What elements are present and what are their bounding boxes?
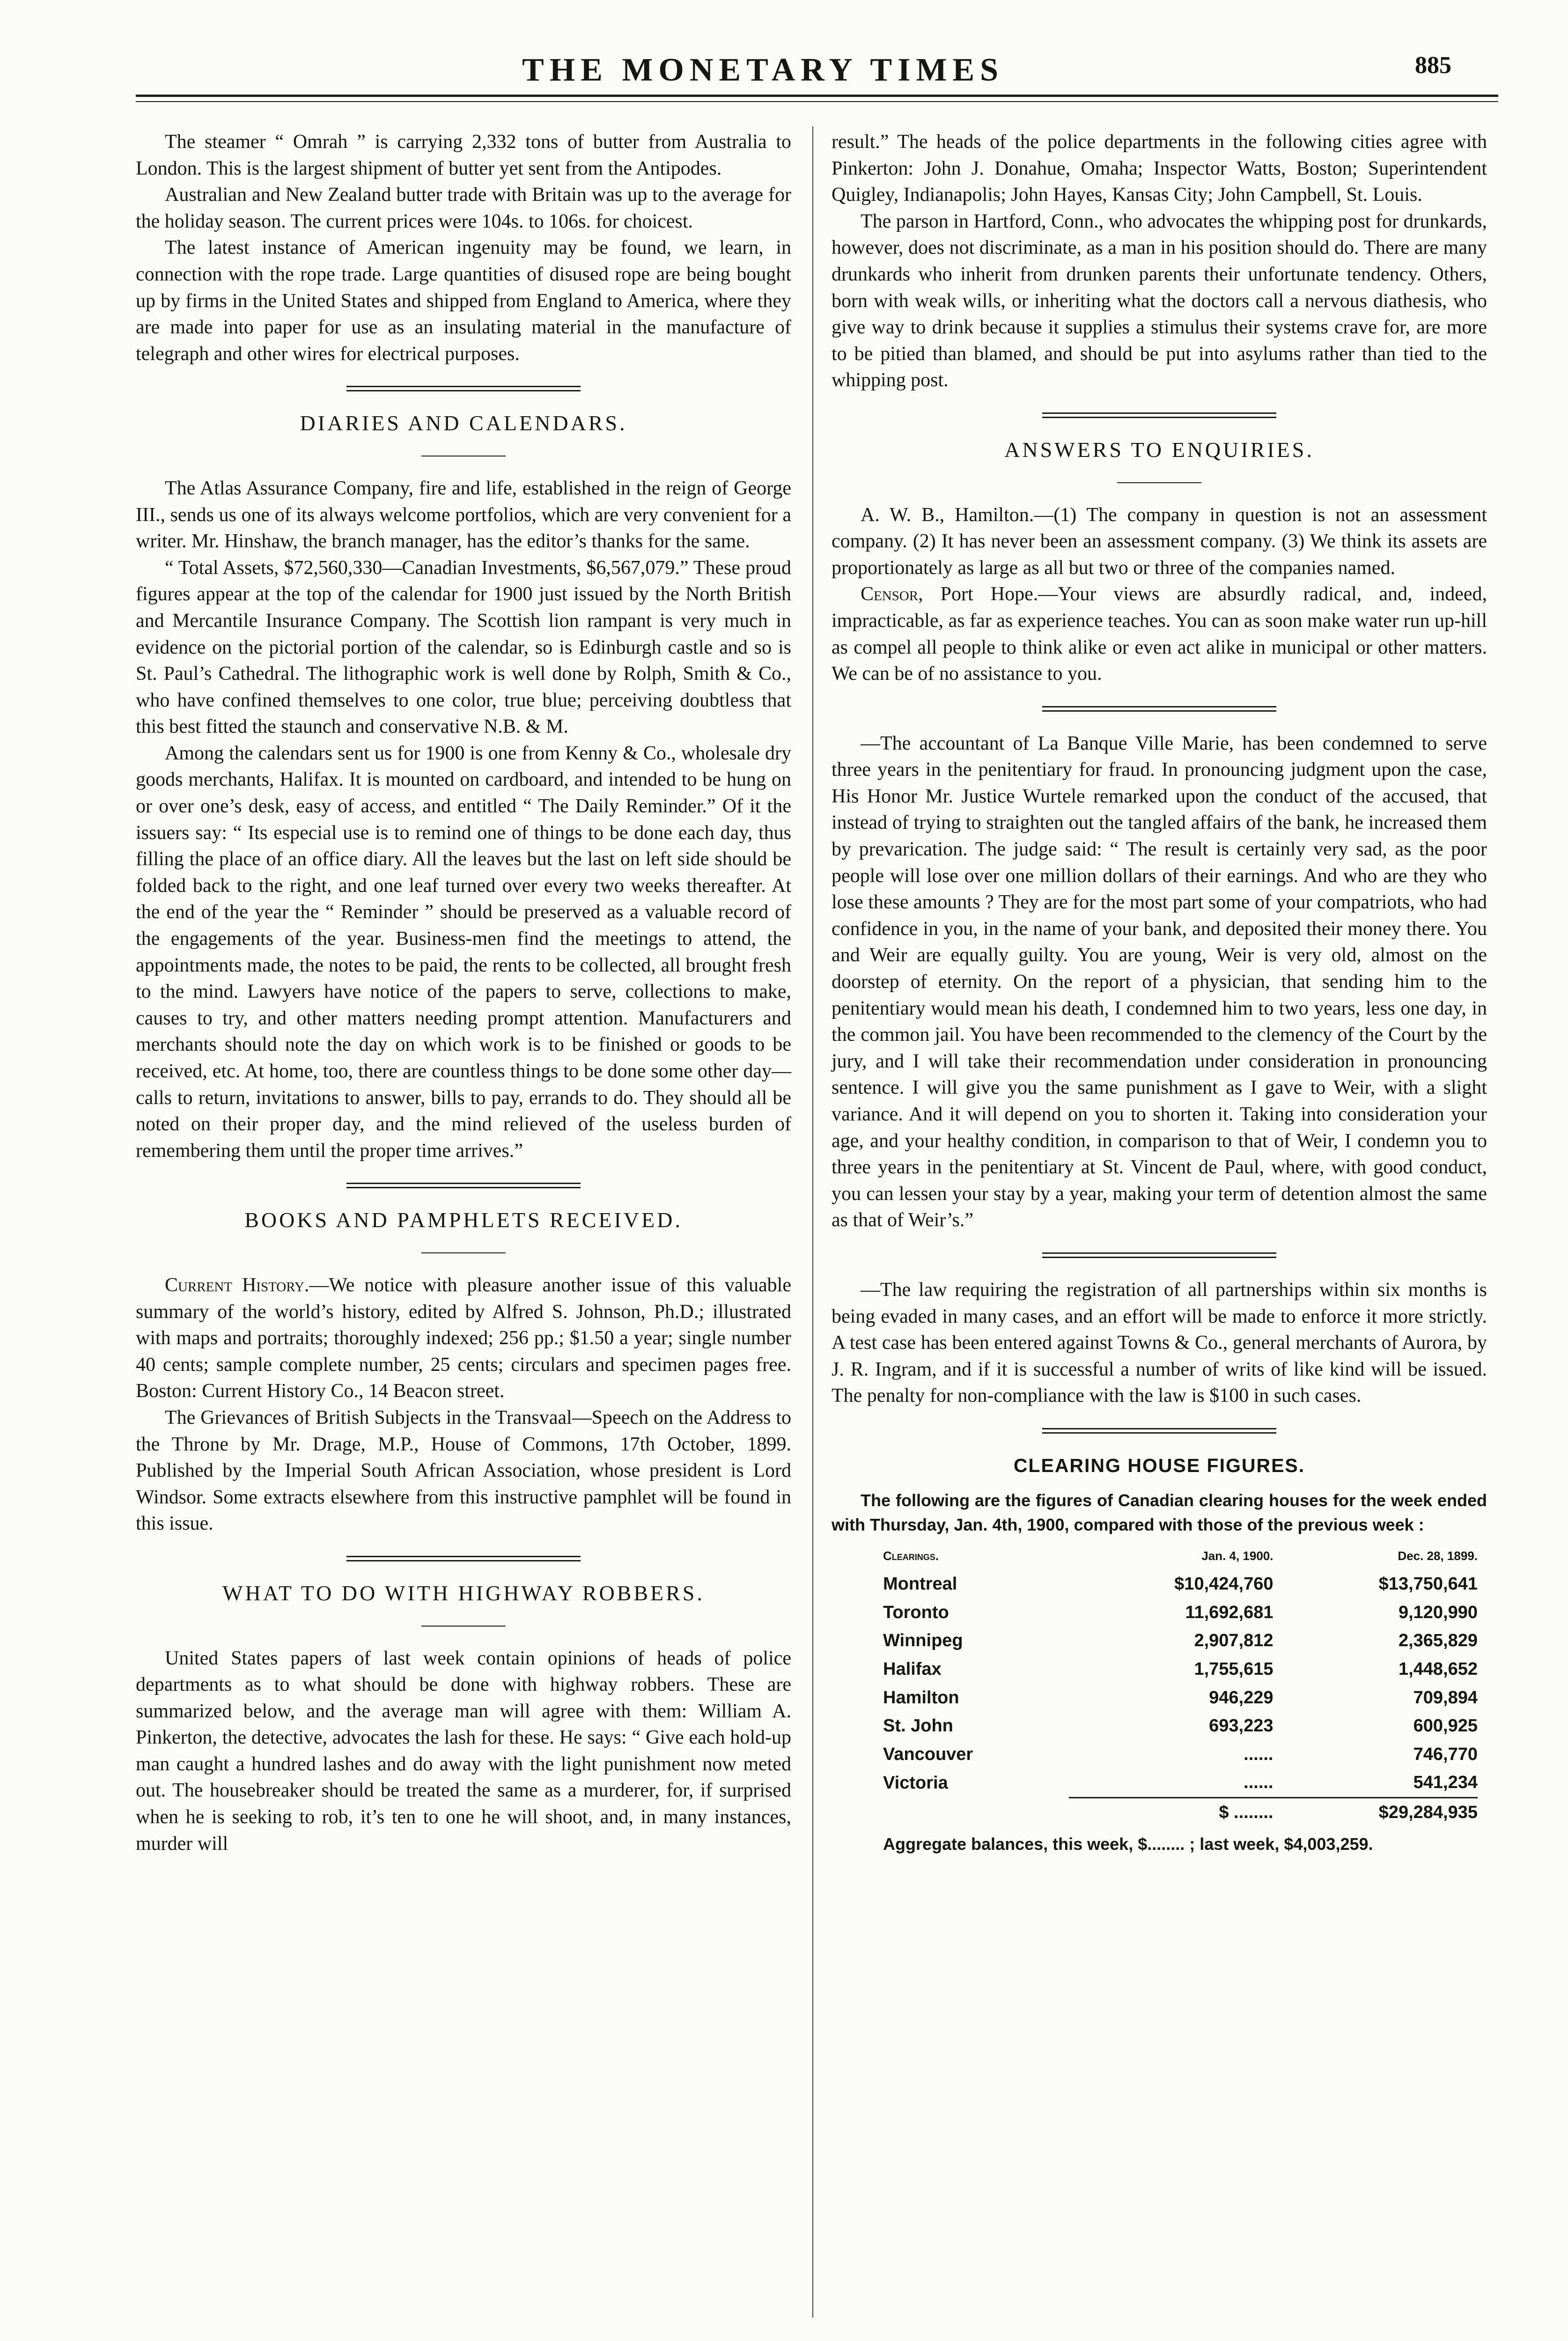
heading-rule xyxy=(421,1252,506,1253)
column-header: Dec. 28, 1899. xyxy=(1398,1548,1478,1563)
paragraph: United States papers of last week contain opinions of heads of police departments as to what should be done with highway robbers. These are summarized below, and the average man will agree with them: William A. Pinkerton, the detective, advocates the lash for these. He says: “ Give each hold-up man caught a hundred lashes and do away with the light punishment now meted out. The housebreaker should be treated the same as a murderer, for, if surprised when he is seeking to rob, it’s ten to one he will shoot, and, in many instances, murder will xyxy=(136,1647,791,1855)
paragraph: A. W. B., Hamilton.—(1) The company in question is not an assessment company. (2) It has never been an assessment company. (3) We think its assets are proportionately as large as all but two or three of the companies named. xyxy=(832,504,1487,579)
column-header: Jan. 4, 1900. xyxy=(1201,1548,1274,1563)
paragraph: The Atlas Assurance Company, fire and life, established in the reign of George III., sends us one of its always welcome portfolios, which are very convenient for a writer. Mr. Hinshaw, the branch manager, has the editor’s thanks for the same. xyxy=(136,477,791,552)
column-divider xyxy=(812,126,813,2318)
section-heading-diaries: DIARIES AND CALENDARS. xyxy=(300,411,627,435)
table-row: Halifax 1,755,615 1,448,652 xyxy=(883,1659,1478,1679)
paragraph: The latest instance of American ingenuity may be found, we learn, in connection with the rope trade. Large quantities of disused rope are being bought up by firms in the United States and shipped from England to America, where they are made into paper for use as an insulating material in the manufacture of telegraph and other wires for electrical purposes. xyxy=(136,237,791,365)
section-separator xyxy=(346,1556,581,1561)
paragraph: —The accountant of La Banque Ville Marie, has been condemned to serve three years in the penitentiary for fraud. In pronouncing judgment upon the case, His Honor Mr. Justice Wurtele remarked upon the conduct of the accused, that instead of trying to straighten out the tangled affairs of the bank, he increased them by prevarication. The judge said: “ The result is certainly very sad, as the poor people will lose over one million dollars of their earnings. And who are they who lose these amounts ? They are for the most part some of your compatriots, who had confidence in you, in the name of your bank, and deposited their money there. You and Weir are equally guilty. You are young, Weir is very old, almost on the doorstep of eternity. On the report of a physician, that sending him to the penitentiary would mean his death, I condemned him to two years, less one day, in the common jail. You have been recommended to the clemency of the Court by the jury, and I will take their recommendation under consideration in pronouncing sentence. I will give you the same punishment as I gave to Weir, with a slight variance. And it will depend on you to shorten it. Taking into consideration your age, and your healthy condition, in comparison to that of Weir, I condemn you to three years in the penitentiary at St. Vincent de Paul, where, with good conduct, you can lessen your stay by a year, making your term of detention almost the same as that of Weir’s.” xyxy=(832,732,1487,1231)
header-rule-thin xyxy=(136,101,1498,102)
paragraph: Australian and New Zealand butter trade with Britain was up to the average for the holiday season. The current prices were 104s. to 106s. for choicest. xyxy=(136,184,791,232)
table-total-row xyxy=(883,1797,1478,1826)
paragraph: result.” The heads of the police departments in the following cities agree with Pinkerton: John J. Donahue, Omaha; Inspector Watts, Boston; Superintendent Quigley, Indianapolis; John Hayes, Kansas City; John Campbell, St. Louis. xyxy=(832,131,1487,206)
total-dec: $29,284,935 xyxy=(1274,1797,1478,1826)
table-row: Victoria ...... 541,234 xyxy=(883,1773,1478,1793)
paragraph: “ Total Assets, $72,560,330—Canadian Investments, $6,567,079.” These proud figures appear at the top of the calendar for 1900 just issued by the North British and Mercantile Insurance Company. The Scottish lion rampant is very much in evidence on the pictorial portion of the calendar, so is Edinburgh castle and so is St. Paul’s Cathedral. The lithographic work is well done by Rolph, Smith & Co., who have confined themselves to one color, true blue; perceiving doubtless that this best fitted the staunch and conservative N.B. & M. xyxy=(136,557,791,738)
right-column xyxy=(832,129,1487,1858)
paragraph: Current History.—We notice with pleasure another issue of this valuable summary of the world’s history, edited by Alfred S. Johnson, Ph.D.; illustrated with maps and portraits; thoroughly indexed; 256 pp.; $1.50 a year; single number 40 cents; sample complete number, 25 cents; circulars and specimen pages free. Boston: Current History Co., 14 Beacon street. xyxy=(136,1274,791,1402)
lead-in: Current History. xyxy=(165,1274,309,1296)
paragraph: The Grievances of British Subjects in the Transvaal—Speech on the Address to the Throne by Mr. Drage, M.P., House of Commons, 17th October, 1899. Published by the Imperial South African Association, whose president is Lord Windsor. Some extracts elsewhere from this instructive pamphlet will be found in this issue. xyxy=(136,1406,791,1535)
paragraph: The steamer “ Omrah ” is carrying 2,332 tons of butter from Australia to London. This is the largest shipment of butter yet sent from the Antipodes. xyxy=(136,131,791,179)
section-heading-books: BOOKS AND PAMPHLETS RECEIVED. xyxy=(244,1208,683,1232)
lead-in: Censor xyxy=(861,583,919,605)
section-separator xyxy=(1042,1252,1276,1258)
left-column xyxy=(136,129,791,1857)
page-number: 885 xyxy=(1415,52,1451,79)
table-row: Vancouver ...... 746,770 xyxy=(883,1744,1478,1764)
clearing-table xyxy=(883,1542,1478,1827)
section-separator xyxy=(1042,412,1276,418)
table-row: Winnipeg 2,907,812 2,365,829 xyxy=(883,1631,1478,1651)
section-heading-clearing: CLEARING HOUSE FIGURES. xyxy=(1013,1454,1305,1476)
heading-rule xyxy=(1117,482,1201,483)
table-row: Hamilton 946,229 709,894 xyxy=(883,1687,1478,1708)
column-header: Clearings. xyxy=(883,1548,939,1563)
table-header-row xyxy=(883,1542,1478,1570)
paragraph: The parson in Hartford, Conn., who advocates the whipping post for drunkards, however, does not discriminate, as a man in his position should do. There are many drunkards who inherit from drunken parents their unfortunate tendency. Others, born with weak wills, or inheriting what the doctors call a nervous diathesis, who give way to drink because it supplies a stimulus their systems crave for, are more to be pitied than blamed, and should be put into asylums rather than tied to the whipping post. xyxy=(832,210,1487,391)
total-jan: $ ........ xyxy=(1069,1797,1273,1826)
section-separator xyxy=(346,386,581,391)
heading-rule xyxy=(421,1626,506,1627)
table-row: Montreal $10,424,760 $13,750,641 xyxy=(883,1574,1478,1594)
aggregate-balances: Aggregate balances, this week, $........ ; last week, $4,003,259. xyxy=(883,1834,1373,1854)
table-row: St. John 693,223 600,925 xyxy=(883,1716,1478,1736)
paragraph: Censor, Port Hope.—Your views are absurdly radical, and, indeed, impracticable, as far as experience teaches. You can as soon make water run up-hill as compel all people to think alike or even act alike in municipal or other matters. We can be of no assistance to you. xyxy=(832,583,1487,685)
section-heading-highway: WHAT TO DO WITH HIGHWAY ROBBERS. xyxy=(222,1581,705,1605)
section-separator xyxy=(1042,1428,1276,1434)
table-row: Toronto 11,692,681 9,120,990 xyxy=(883,1602,1478,1622)
page-header xyxy=(0,43,1568,99)
section-separator xyxy=(1042,706,1276,712)
paragraph: Among the calendars sent us for 1900 is one from Kenny & Co., wholesale dry goods merchants, Halifax. It is mounted on cardboard, and intended to be hung on or over one’s desk, easy of access, and entitled “ The Daily Reminder.” Of it the issuers say: “ Its especial use is to remind one of things to be done each day, thus filling the place of an office diary. All the leaves but the last on left side should be folded back to the right, and one leaf turned over every two weeks thereafter. At the end of the year the “ Reminder ” should be preserved as a valuable record of the engagements of the year. Business-men find the meetings to attend, the appointments made, the notes to be paid, the rents to be collected, all brought fresh to the mind. Lawyers have notice of the papers to serve, collections to make, causes to try, and other matters needing prompt attention. Manufacturers and merchants should note the day on which work is to be finished or goods to be received, etc. At home, too, there are countless things to be done some other day—calls to return, invitations to answer, bills to pay, errands to do. They should all be noted on their proper day, and the mind relieved of the useless burden of remembering them until the proper time arrives.” xyxy=(136,742,791,1162)
masthead-title: THE MONETARY TIMES xyxy=(522,52,1004,88)
header-rule xyxy=(136,95,1498,97)
section-separator xyxy=(346,1183,581,1188)
paragraph: —The law requiring the registration of all partnerships within six months is being evaded in many cases, and an effort will be made to enforce it more strictly. A test case has been entered against Towns & Co., general merchants of Aurora, by J. R. Ingram, and if it is successful a number of writs of like kind will be issued. The penalty for non-compliance with the law is $100 in such cases. xyxy=(832,1279,1487,1407)
section-heading-answers: ANSWERS TO ENQUIRIES. xyxy=(1004,437,1314,462)
clearing-intro: The following are the figures of Canadian clearing houses for the week ended with Thursday, Jan. 4th, 1900, compared with those of the previous week : xyxy=(832,1490,1487,1534)
